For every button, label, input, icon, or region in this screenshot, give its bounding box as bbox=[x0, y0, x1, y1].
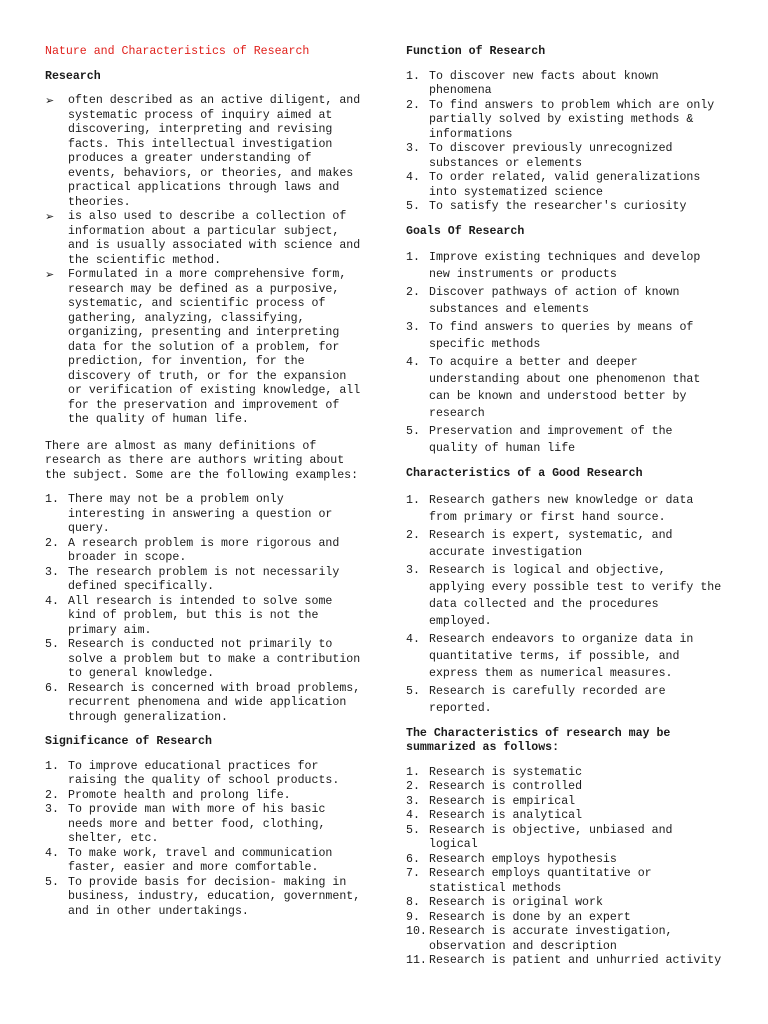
list-number: 4. bbox=[45, 594, 59, 608]
list-item bbox=[45, 493, 367, 537]
list-number: 4. bbox=[406, 356, 420, 369]
list-item-text: Research is controlled bbox=[429, 780, 583, 793]
list-number: 3. bbox=[406, 321, 420, 334]
list-item-text: Research employs hypothesis bbox=[429, 852, 617, 866]
research-heading: Research bbox=[45, 69, 101, 83]
list-number: 4. bbox=[406, 171, 420, 184]
function-list bbox=[406, 70, 726, 215]
research-definition-bullets bbox=[45, 94, 367, 428]
list-number: 1. bbox=[406, 251, 420, 264]
list-item-text: There may not be a problem only interesting in answering a question or query. bbox=[68, 493, 333, 535]
list-item-text: Promote health and prolong life. bbox=[68, 788, 291, 802]
list-item bbox=[45, 789, 367, 804]
list-item bbox=[406, 683, 726, 717]
list-item bbox=[406, 284, 726, 318]
list-number: 5. bbox=[406, 200, 420, 213]
list-item bbox=[406, 423, 726, 457]
list-item bbox=[406, 631, 726, 682]
significance-heading: Significance of Research bbox=[45, 735, 212, 748]
list-item bbox=[406, 780, 726, 795]
list-item bbox=[45, 760, 367, 789]
list-number: 10. bbox=[406, 925, 427, 938]
list-item-text: Research is concerned with broad problems, recurrent phenomena and wide application through generalization. bbox=[68, 681, 361, 724]
list-item bbox=[45, 803, 367, 847]
list-item bbox=[406, 766, 726, 781]
list-number: 6. bbox=[45, 681, 59, 695]
list-number: 2. bbox=[406, 528, 420, 542]
list-number: 3. bbox=[406, 563, 420, 577]
list-item-text: To discover previously unrecognized substances or elements bbox=[429, 142, 673, 170]
arrow-bullet-icon: ➢ bbox=[45, 268, 55, 281]
list-item-text: Research is expert, systematic, and accurate investigation bbox=[429, 528, 673, 559]
list-item-text: To discover new facts about known phenomena bbox=[429, 69, 659, 97]
list-item-text: Research endeavors to organize data in quantitative terms, if possible, and express them as numerical measures. bbox=[429, 632, 694, 680]
list-item bbox=[406, 853, 726, 868]
list-item-text: The research problem is not necessarily defined specifically. bbox=[68, 565, 340, 593]
list-number: 1. bbox=[406, 765, 420, 779]
bullet-text: is also used to describe a collection of information about a particular subject, and is usually associated with science and the scientific method. bbox=[68, 210, 361, 267]
list-number: 2. bbox=[406, 98, 420, 112]
list-item-text: Research is patient and unhurried activity bbox=[429, 954, 722, 967]
list-item bbox=[406, 70, 726, 99]
summary-heading: The Characteristics of research may be summarized as follows: bbox=[406, 726, 671, 754]
list-item bbox=[406, 249, 726, 283]
list-number: 1. bbox=[45, 759, 59, 773]
list-item-text: To order related, valid generalizations into systematized science bbox=[429, 171, 701, 199]
list-item bbox=[45, 876, 367, 920]
list-item bbox=[406, 492, 726, 526]
list-item-text: Improve existing techniques and develop new instruments or products bbox=[429, 251, 701, 281]
list-item bbox=[45, 682, 367, 726]
document-title: Nature and Characteristics of Research bbox=[45, 45, 310, 58]
summary-list bbox=[406, 766, 726, 969]
list-item-text: Research is logical and objective, applying every possible test to verify the data collected and the procedures employed. bbox=[429, 563, 722, 628]
list-item-text: Research is original work bbox=[429, 896, 603, 909]
list-number: 2. bbox=[406, 780, 420, 793]
list-number: 3. bbox=[45, 565, 59, 579]
list-item bbox=[406, 171, 726, 200]
function-heading: Function of Research bbox=[406, 45, 546, 58]
list-number: 5. bbox=[406, 425, 420, 438]
bullet-item bbox=[45, 210, 367, 268]
list-item bbox=[406, 142, 726, 171]
list-number: 2. bbox=[45, 536, 59, 550]
list-item bbox=[406, 809, 726, 824]
list-item bbox=[45, 595, 367, 639]
list-item bbox=[406, 354, 726, 422]
arrow-bullet-icon: ➢ bbox=[45, 210, 55, 223]
goals-heading: Goals Of Research bbox=[406, 224, 525, 238]
good-research-list bbox=[406, 492, 726, 717]
list-item-text: Research gathers new knowledge or data from primary or first hand source. bbox=[429, 493, 694, 524]
goals-list bbox=[406, 249, 726, 457]
list-item bbox=[45, 566, 367, 595]
list-number: 5. bbox=[45, 875, 59, 889]
list-number: 4. bbox=[45, 846, 59, 860]
list-item-text: Research is carefully recorded are reported. bbox=[429, 684, 666, 715]
list-number: 1. bbox=[45, 493, 59, 506]
list-item-text: To provide man with more of his basic needs more and better food, clothing, shelter, etc. bbox=[68, 803, 326, 845]
bullet-item bbox=[45, 94, 367, 210]
list-item-text: Research is analytical bbox=[429, 809, 583, 822]
list-item bbox=[406, 99, 726, 143]
list-item-text: Research is systematic bbox=[429, 765, 583, 779]
list-number: 5. bbox=[406, 684, 420, 698]
list-item bbox=[406, 954, 726, 969]
list-number: 4. bbox=[406, 809, 420, 822]
list-item bbox=[406, 562, 726, 630]
examples-list bbox=[45, 493, 367, 725]
list-number: 3. bbox=[45, 803, 59, 816]
list-item bbox=[406, 795, 726, 810]
list-number: 1. bbox=[406, 493, 420, 507]
list-number: 6. bbox=[406, 852, 420, 866]
bullet-text: Formulated in a more comprehensive form, research may be defined as a purposive, systematic, and scientific process of gathering, analyzing, classifying, organizing, presenting and interpreting data for the solution of a problem, for prediction, for invention, for the discovery of truth, or for the expansion or verification of existing knowledge, all for the preservation and improvement of the quality of human life. bbox=[68, 268, 361, 426]
significance-list bbox=[45, 760, 367, 920]
list-number: 4. bbox=[406, 632, 420, 646]
bullet-text: often described as an active diligent, and systematic process of inquiry aimed at discovering, interpreting and revising facts. This intellectual investigation produces a greater understanding of events, behaviors, or theories, and makes practical applications through laws and theories. bbox=[68, 94, 361, 209]
list-item-text: Research is conducted not primarily to solve a problem but to make a contribution to general knowledge. bbox=[68, 638, 361, 680]
list-item-text: A research problem is more rigorous and broader in scope. bbox=[68, 536, 340, 564]
list-item-text: Research is objective, unbiased and logical bbox=[429, 823, 673, 851]
list-number: 5. bbox=[406, 823, 420, 837]
list-item-text: To acquire a better and deeper understanding about one phenomenon that can be known and understood better by research bbox=[429, 356, 701, 420]
list-number: 1. bbox=[406, 69, 420, 83]
list-number: 5. bbox=[45, 638, 59, 651]
list-number: 7. bbox=[406, 867, 420, 880]
list-item-text: Discover pathways of action of known substances and elements bbox=[429, 286, 680, 316]
list-item bbox=[406, 824, 726, 853]
definitions-paragraph: There are almost as many definitions of research as there are authors writing about the subject. Some are the following examples: bbox=[45, 439, 359, 482]
arrow-bullet-icon: ➢ bbox=[45, 94, 55, 107]
list-item bbox=[406, 911, 726, 926]
list-item bbox=[45, 638, 367, 682]
list-item-text: To provide basis for decision- making in business, industry, education, government, and in other undertakings. bbox=[68, 875, 361, 918]
left-column bbox=[45, 45, 367, 929]
list-item bbox=[45, 537, 367, 566]
list-item bbox=[406, 200, 726, 215]
list-item-text: To make work, travel and communication faster, easier and more comfortable. bbox=[68, 846, 333, 874]
list-item-text: To improve educational practices for raising the quality of school products. bbox=[68, 759, 340, 787]
list-number: 2. bbox=[406, 286, 420, 299]
list-item-text: Preservation and improvement of the quality of human life bbox=[429, 425, 673, 455]
list-number: 8. bbox=[406, 896, 420, 909]
list-item-text: All research is intended to solve some kind of problem, but this is not the primary aim. bbox=[68, 594, 333, 637]
list-item bbox=[406, 867, 726, 896]
list-item-text: Research employs quantitative or statistical methods bbox=[429, 867, 652, 895]
right-column bbox=[406, 45, 726, 979]
list-item-text: To find answers to problem which are only partially solved by existing methods & informations bbox=[429, 98, 715, 141]
list-item-text: To satisfy the researcher's curiosity bbox=[429, 200, 687, 213]
list-item bbox=[45, 847, 367, 876]
list-item-text: Research is accurate investigation, observation and description bbox=[429, 925, 673, 953]
list-item bbox=[406, 319, 726, 353]
list-item-text: Research is done by an expert bbox=[429, 910, 631, 924]
bullet-item bbox=[45, 268, 367, 428]
list-number: 2. bbox=[45, 788, 59, 802]
list-item-text: Research is empirical bbox=[429, 794, 576, 808]
list-number: 3. bbox=[406, 142, 420, 155]
list-item bbox=[406, 896, 726, 911]
list-item-text: To find answers to queries by means of specific methods bbox=[429, 321, 694, 351]
good-research-heading: Characteristics of a Good Research bbox=[406, 467, 643, 480]
list-item bbox=[406, 527, 726, 561]
list-item bbox=[406, 925, 726, 954]
list-number: 11. bbox=[406, 954, 427, 967]
list-number: 3. bbox=[406, 794, 420, 808]
list-number: 9. bbox=[406, 910, 420, 924]
